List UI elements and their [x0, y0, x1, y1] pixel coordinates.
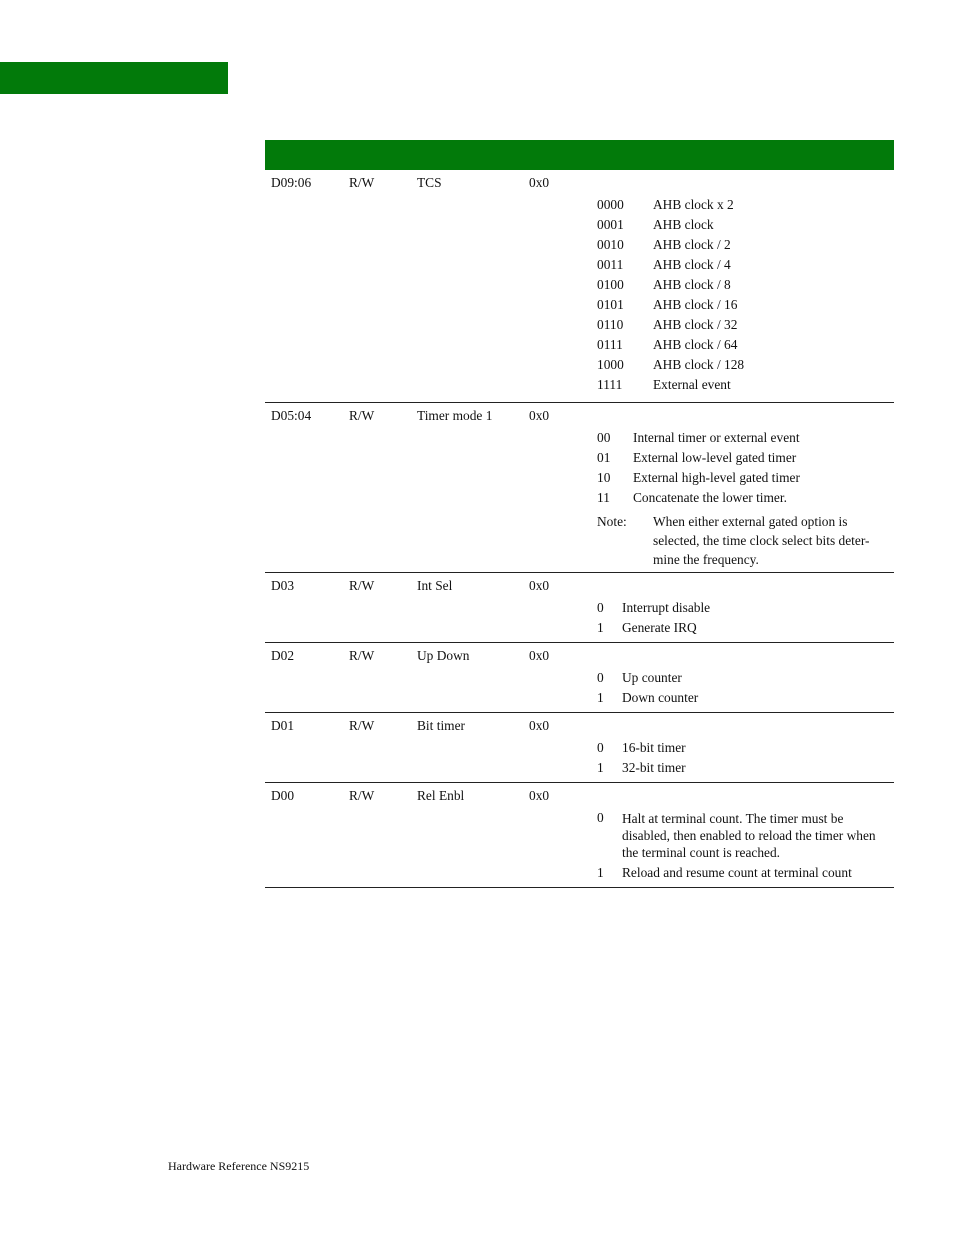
- option-code: 0100: [597, 277, 624, 292]
- option-item: [597, 297, 888, 317]
- option-item: [597, 670, 888, 690]
- bits-cell: D00: [271, 788, 295, 803]
- option-item: [597, 357, 888, 377]
- mnemonic-cell: Timer mode 1: [417, 408, 493, 423]
- option-code: 0: [597, 810, 604, 825]
- option-text: Down counter: [622, 690, 699, 705]
- option-item: [597, 277, 888, 297]
- option-code: 0: [597, 600, 604, 615]
- option-item: [597, 257, 888, 277]
- access-cell: R/W: [349, 408, 375, 423]
- option-text: Reload and resume count at terminal count: [622, 865, 852, 880]
- option-code: 1000: [597, 357, 624, 372]
- reset-cell: 0x0: [529, 648, 550, 663]
- option-text: Halt at terminal count. The timer must be disabled, then enabled to reload the timer when the terminal count is reached.: [622, 811, 876, 860]
- description-cell: [597, 648, 888, 710]
- option-item: [597, 337, 888, 357]
- option-code: 0011: [597, 257, 624, 272]
- reset-cell: 0x0: [529, 788, 550, 803]
- mnemonic-cell: Rel Enbl: [417, 788, 465, 803]
- bits-cell: D02: [271, 648, 295, 663]
- table-row: [265, 713, 894, 783]
- reset-cell: 0x0: [529, 718, 550, 733]
- option-code: 10: [597, 470, 611, 485]
- option-code: 0010: [597, 237, 624, 252]
- option-item: [597, 810, 888, 865]
- option-text: AHB clock x 2: [653, 197, 734, 212]
- description-cell: [597, 788, 888, 885]
- option-code: 1: [597, 690, 604, 705]
- option-text: AHB clock / 64: [653, 337, 738, 352]
- option-item: [597, 760, 888, 780]
- table-row: [265, 643, 894, 713]
- option-text: External event: [653, 377, 731, 392]
- mnemonic-cell: Up Down: [417, 648, 470, 663]
- option-text: External high-level gated timer: [633, 470, 800, 485]
- option-code: 0000: [597, 197, 624, 212]
- option-item: [597, 217, 888, 237]
- option-code: 00: [597, 430, 611, 445]
- note-label: Note:: [597, 514, 627, 529]
- option-code: 0001: [597, 217, 624, 232]
- option-code: 11: [597, 490, 610, 505]
- option-item: [597, 740, 888, 760]
- option-code: 1: [597, 620, 604, 635]
- bits-cell: D03: [271, 578, 295, 593]
- option-item: [597, 317, 888, 337]
- option-code: 0: [597, 670, 604, 685]
- mnemonic-cell: Bit timer: [417, 718, 465, 733]
- option-text: AHB clock / 2: [653, 237, 731, 252]
- table-row: [265, 170, 894, 403]
- option-item: [597, 197, 888, 217]
- option-item: [597, 430, 888, 450]
- reset-cell: 0x0: [529, 175, 550, 190]
- option-text: AHB clock / 8: [653, 277, 731, 292]
- table-header-bar: [265, 140, 894, 170]
- option-text: AHB clock / 128: [653, 357, 745, 372]
- option-text: Generate IRQ: [622, 620, 697, 635]
- option-text: Up counter: [622, 670, 682, 685]
- chapter-tab: [0, 62, 228, 94]
- bits-cell: D01: [271, 718, 295, 733]
- mnemonic-cell: Int Sel: [417, 578, 453, 593]
- access-cell: R/W: [349, 648, 375, 663]
- option-code: 0111: [597, 337, 623, 352]
- option-code: 1: [597, 865, 604, 880]
- mnemonic-cell: TCS: [417, 175, 442, 190]
- option-code: 0101: [597, 297, 624, 312]
- option-text: AHB clock / 16: [653, 297, 738, 312]
- option-item: [597, 620, 888, 640]
- option-text: External low-level gated timer: [633, 450, 797, 465]
- option-text: Interrupt disable: [622, 600, 711, 615]
- option-item: [597, 450, 888, 470]
- option-code: 0: [597, 740, 604, 755]
- table-row: [265, 403, 894, 573]
- option-text: 32-bit timer: [622, 760, 686, 775]
- description-cell: [597, 718, 888, 780]
- reset-cell: 0x0: [529, 408, 550, 423]
- description-cell: [597, 175, 888, 397]
- register-bit-table: [265, 140, 894, 888]
- option-text: AHB clock: [653, 217, 714, 232]
- page-footer: Hardware Reference NS9215: [168, 1159, 310, 1173]
- bits-cell: D09:06: [271, 175, 312, 190]
- description-cell: [597, 408, 888, 569]
- bits-cell: D05:04: [271, 408, 312, 423]
- table-row: [265, 783, 894, 888]
- option-code: 0110: [597, 317, 624, 332]
- access-cell: R/W: [349, 175, 375, 190]
- option-text: AHB clock / 32: [653, 317, 738, 332]
- access-cell: R/W: [349, 718, 375, 733]
- option-code: 01: [597, 450, 611, 465]
- option-item: [597, 600, 888, 620]
- reset-cell: 0x0: [529, 578, 550, 593]
- option-text: AHB clock / 4: [653, 257, 731, 272]
- option-item: [597, 470, 888, 490]
- option-text: 16-bit timer: [622, 740, 686, 755]
- option-text: Concatenate the lower timer.: [633, 490, 787, 505]
- note-text: When either external gated option is selected, the time clock select bits deter-mine the frequency.: [653, 514, 870, 567]
- option-item: [597, 690, 888, 710]
- note-block: [597, 512, 888, 569]
- access-cell: R/W: [349, 578, 375, 593]
- option-code: 1: [597, 760, 604, 775]
- table-row: [265, 573, 894, 643]
- access-cell: R/W: [349, 788, 375, 803]
- option-item: [597, 865, 888, 885]
- option-item: [597, 377, 888, 397]
- option-code: 1111: [597, 377, 623, 392]
- option-text: Internal timer or external event: [633, 430, 800, 445]
- option-item: [597, 237, 888, 257]
- option-item: [597, 490, 888, 510]
- description-cell: [597, 578, 888, 640]
